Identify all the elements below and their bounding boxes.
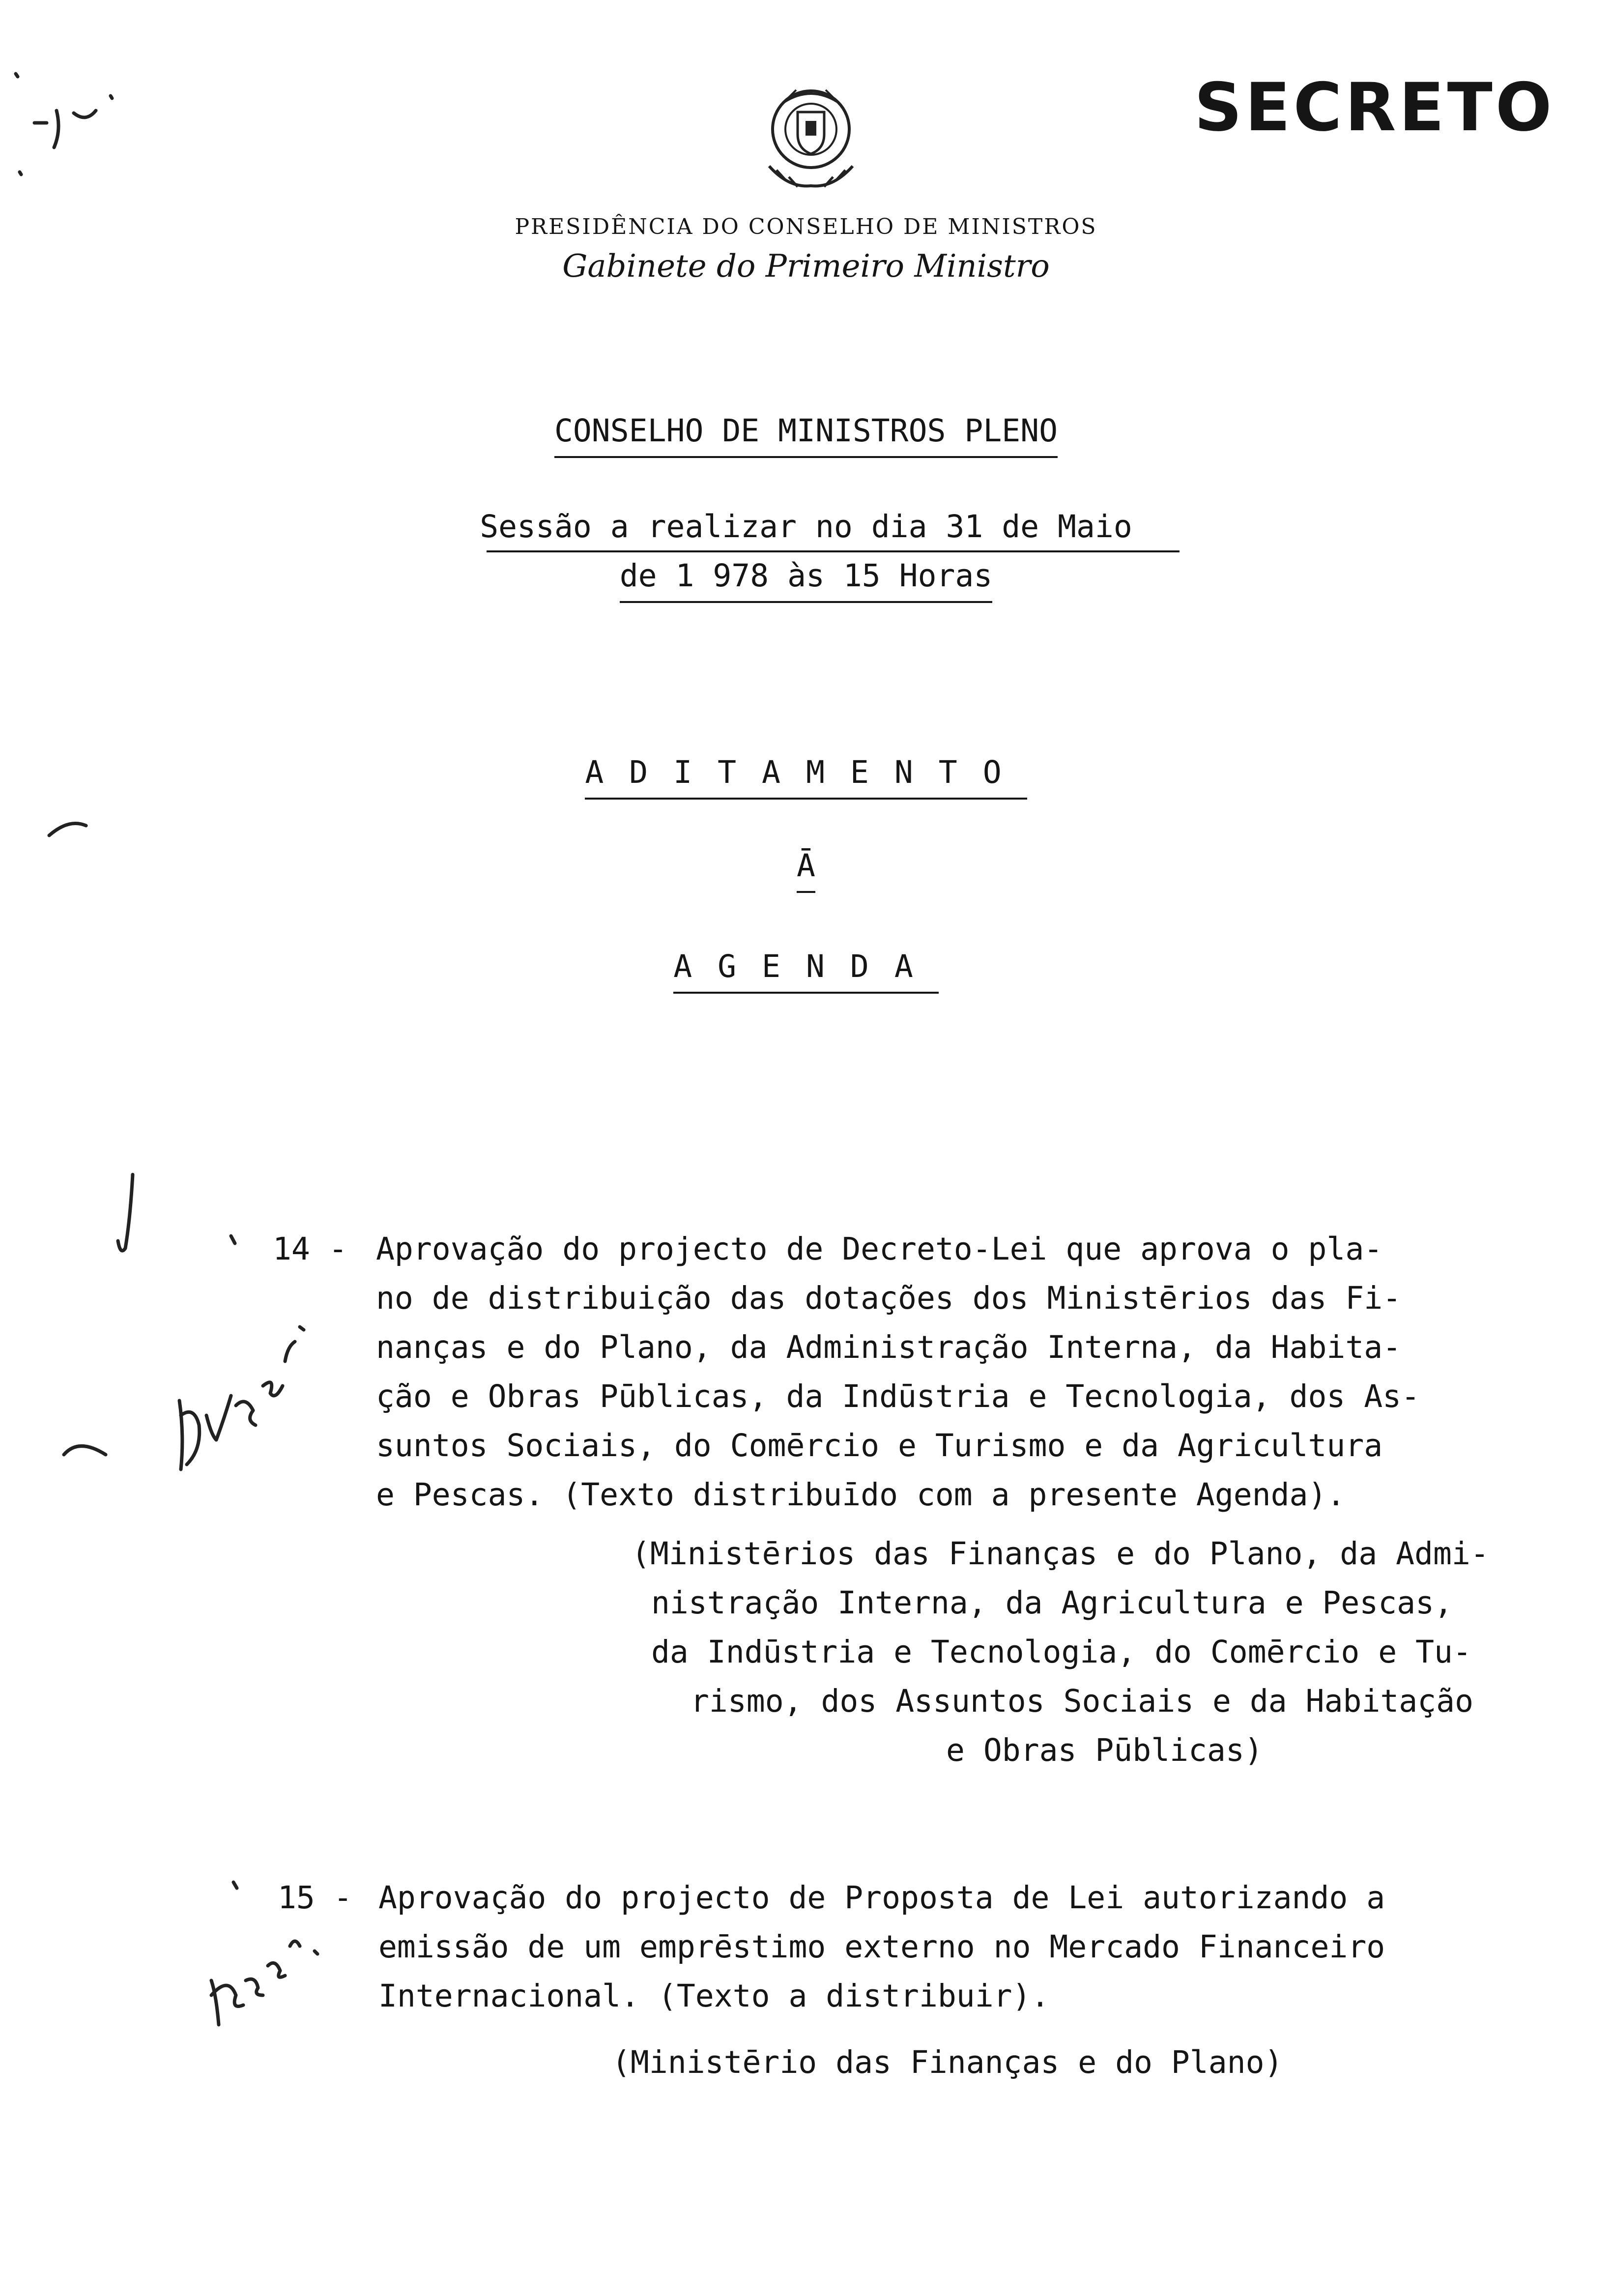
session-line-2: de 1 978 às 15 Horas xyxy=(0,560,1612,603)
item-description xyxy=(378,1880,1385,2027)
ministry-line: nistração Interna, da Agricultura e Pescas, xyxy=(651,1585,1453,1621)
text-line: ção e Obras Pūblicas, da Indūstria e Tecnologia, dos As- xyxy=(376,1378,1420,1414)
session-line-1: Sessão a realizar no dia 31 de Maio xyxy=(480,509,1132,545)
coat-of-arms-icon xyxy=(754,83,867,201)
item-description xyxy=(376,1231,1420,1526)
ministry-line: (Ministērios das Finanças e do Plano, da Admi- xyxy=(632,1536,1489,1572)
text-line: nanças e do Plano, da Administração Interna, da Habita- xyxy=(376,1329,1402,1365)
text-line: Aprovação do projecto de Decreto-Lei que aprova o pla- xyxy=(376,1231,1383,1267)
office-header: PRESIDÊNCIA DO CONSELHO DE MINISTROS xyxy=(515,214,1097,239)
ministry-line: e Obras Pūblicas) xyxy=(946,1732,1263,1768)
meeting-title: CONSELHO DE MINISTROS PLENO xyxy=(0,415,1612,458)
item-number: 15 - xyxy=(278,1880,352,1916)
ministry-line: da Indūstria e Tecnologia, do Comērcio e Tu- xyxy=(651,1634,1471,1670)
heading-a: Ā xyxy=(0,850,1612,893)
text-line: Aprovação do projecto de Proposta de Lei autorizando a xyxy=(378,1880,1385,1916)
ministry-line: (Ministērio das Finanças e do Plano) xyxy=(612,2044,1283,2080)
classification-stamp: SECRETO xyxy=(1194,69,1555,146)
text-line: Internacional. (Texto a distribuir). xyxy=(378,1978,1050,2014)
heading-aditamento: ADITAMENTO xyxy=(0,757,1612,800)
text-line: e Pescas. (Texto distribuīdo com a presente Agenda). xyxy=(376,1477,1346,1513)
text-line: emissão de um emprēstimo externo no Mercado Financeiro xyxy=(378,1929,1385,1965)
cabinet-subheader: Gabinete do Primeiro Ministro xyxy=(562,248,1050,285)
item-number: 14 - xyxy=(273,1231,347,1267)
heading-agenda: AGENDA xyxy=(0,951,1612,994)
ministry-line: rismo, dos Assuntos Sociais e da Habitação xyxy=(691,1683,1474,1719)
text-line: no de distribuição das dotações dos Ministērios das Fi- xyxy=(376,1280,1402,1316)
session-underline-1 xyxy=(487,550,1180,552)
text-line: suntos Sociais, do Comērcio e Turismo e da Agricultura xyxy=(376,1428,1383,1464)
